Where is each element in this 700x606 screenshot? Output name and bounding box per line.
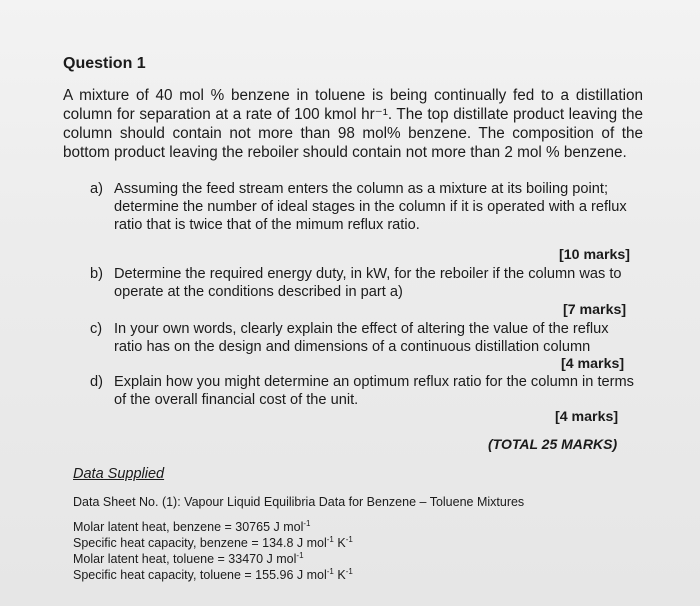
- total-marks: (TOTAL 25 MARKS): [488, 436, 618, 452]
- benzene-latent-heat-text: Molar latent heat, benzene = 30765 J mol: [73, 520, 304, 534]
- part-c-text: In your own words, clearly explain the effect of altering the value of the reflux ratio has on the design and dimensions of a continuous distillation column: [114, 321, 609, 355]
- part-a: [90, 180, 635, 234]
- benzene-latent-heat: Molar latent heat, benzene = 30765 J mol$^{-1}$: [73, 518, 311, 534]
- toluene-k-unit: K: [333, 568, 346, 582]
- question-intro: A mixture of 40 mol % benzene in toluene is being continually fed to a distillation column for separation at a rate of 100 kmol hr⁻¹. The top distillate product leaving the column should contain not more than 98 mol% benzene. The composition of the bottom product leaving the reboiler should contain not more than 2 mol % benzene.: [63, 87, 643, 161]
- toluene-latent-heat: Molar latent heat, toluene = 33470 J mol$^{-1}$: [73, 550, 304, 566]
- data-sheet-title: Data Sheet No. (1): Vapour Liquid Equilibria Data for Benzene – Toluene Mixtures: [73, 495, 525, 509]
- part-b-text: Determine the required energy duty, in kW, for the reboiler if the column was to operate at the conditions described in part a): [114, 266, 622, 300]
- part-d-text: Explain how you might determine an optimum reflux ratio for the column in terms of the overall financial cost of the unit.: [114, 374, 634, 408]
- part-c: [90, 320, 635, 356]
- benzene-heat-capacity-text: Specific heat capacity, benzene = 134.8 J mol: [73, 536, 327, 550]
- part-b-label: b): [90, 266, 103, 282]
- part-c-marks: [4 marks]: [561, 356, 625, 372]
- part-a-text: Assuming the feed stream enters the column as a mixture at its boiling point; determine the number of ideal stages in the column if it is operated with a reflux ratio that is twice that of the mimum reflux ratio.: [114, 181, 627, 233]
- data-supplied-heading: Data Supplied: [73, 466, 165, 482]
- part-d-marks: [4 marks]: [555, 409, 619, 425]
- toluene-heat-capacity: Specific heat capacity, toluene = 155.96 J mol$^{-1}$ $K^{-1}$: [73, 566, 353, 582]
- part-d: [90, 373, 635, 409]
- part-b-marks: [7 marks]: [563, 302, 627, 318]
- question-title: Question 1: [63, 55, 146, 72]
- part-b: [90, 265, 635, 301]
- toluene-latent-heat-text: Molar latent heat, toluene = 33470 J mol: [73, 552, 297, 566]
- part-a-marks: [10 marks]: [559, 247, 630, 263]
- part-c-label: c): [90, 321, 103, 337]
- part-d-label: d): [90, 374, 103, 390]
- part-a-label: a): [90, 181, 103, 197]
- benzene-heat-capacity: Specific heat capacity, benzene = 134.8 J mol$^{-1}$ $K^{-1}$: [73, 534, 353, 550]
- toluene-heat-capacity-text: Specific heat capacity, toluene = 155.96 J mol: [73, 568, 327, 582]
- benzene-k-unit: K: [333, 536, 346, 550]
